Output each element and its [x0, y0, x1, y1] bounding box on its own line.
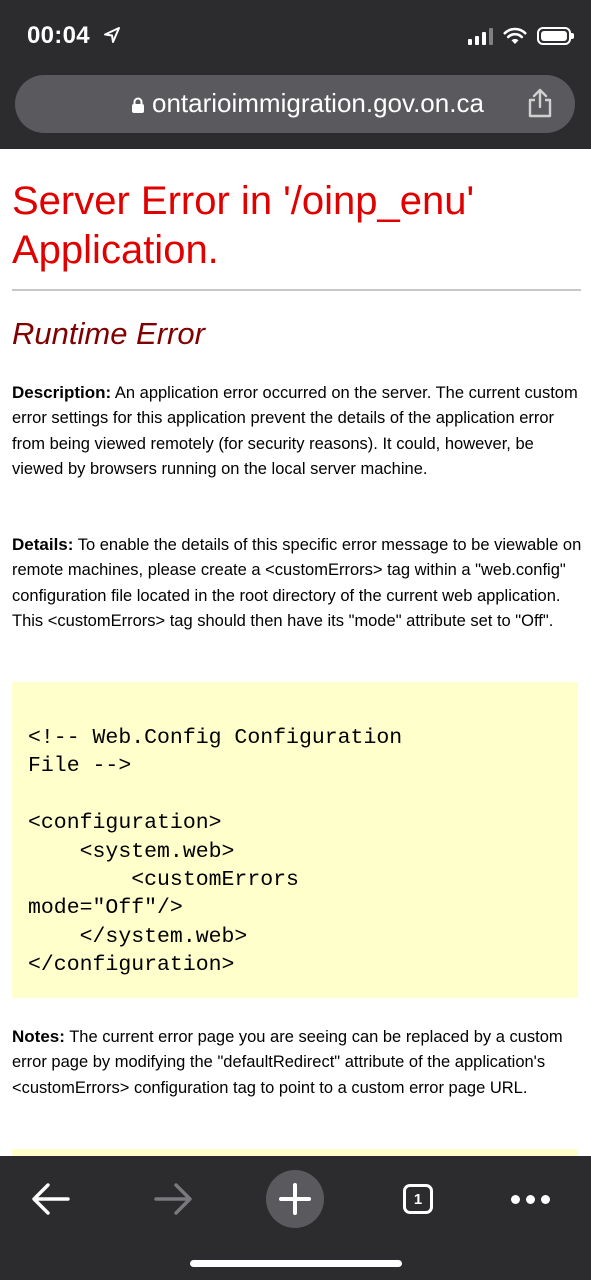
- url-text[interactable]: ontarioimmigration.gov.on.ca: [152, 88, 484, 118]
- more-dots-icon: [511, 1195, 550, 1204]
- divider: [12, 289, 581, 291]
- page-title: Server Error in '/oinp_enu' Application.: [12, 179, 475, 272]
- status-indicators: [468, 24, 571, 48]
- notes-label: Notes:: [12, 1027, 65, 1046]
- new-tab-button[interactable]: [266, 1170, 324, 1228]
- more-menu-button[interactable]: [501, 1170, 559, 1228]
- location-arrow-icon: [103, 26, 121, 44]
- code-block: [12, 682, 578, 998]
- code-block-text: <!-- Web.Config Configuration File --> <configuration> <system.web> <customErrors mode="Off"/> </system.web> </configuration>: [28, 726, 403, 978]
- tabs-button[interactable]: [389, 1170, 447, 1228]
- details-paragraph: [12, 532, 582, 634]
- forward-button[interactable]: [144, 1170, 202, 1228]
- home-indicator[interactable]: [190, 1260, 402, 1267]
- page-content: [0, 149, 591, 1156]
- back-arrow-icon: [31, 1182, 71, 1216]
- wifi-icon: [503, 26, 527, 46]
- tab-count: 1: [403, 1184, 433, 1214]
- notes-text: The current error page you are seeing can be replaced by a custom error page by modifying the "defaultRedirect" attribute of the application's <customErrors> configuration tag to point to a custom error page URL.: [12, 1028, 563, 1097]
- forward-arrow-icon: [153, 1182, 193, 1216]
- lock-icon: [131, 97, 145, 113]
- details-text: To enable the details of this specific error message to be viewable on remote machines, please create a <customErrors> tag within a "web.config" configuration file located in the root directory of the current web application. This <customErrors> tag should then have its "mode" attribute set to "Off".: [12, 536, 582, 630]
- plus-icon: [278, 1182, 312, 1216]
- back-button[interactable]: [22, 1170, 80, 1228]
- description-text: An application error occurred on the server. The current custom error settings for this application prevent the details of the application error from being viewed remotely (for security reasons). It could, however, be viewed by browsers running on the local server machine.: [12, 384, 578, 478]
- cellular-signal-icon: [468, 27, 493, 45]
- description-paragraph: [12, 380, 582, 482]
- share-icon[interactable]: [527, 88, 553, 118]
- notes-paragraph: [12, 1024, 582, 1101]
- address-bar[interactable]: [15, 75, 575, 133]
- browser-toolbar: [0, 1156, 591, 1280]
- code-block-next: [12, 1149, 578, 1156]
- browser-top-chrome: [0, 0, 591, 149]
- battery-icon: [537, 27, 571, 45]
- status-time: 00:04: [27, 22, 90, 49]
- details-label: Details:: [12, 535, 74, 554]
- error-subtitle: Runtime Error: [12, 316, 205, 351]
- description-label: Description:: [12, 383, 112, 402]
